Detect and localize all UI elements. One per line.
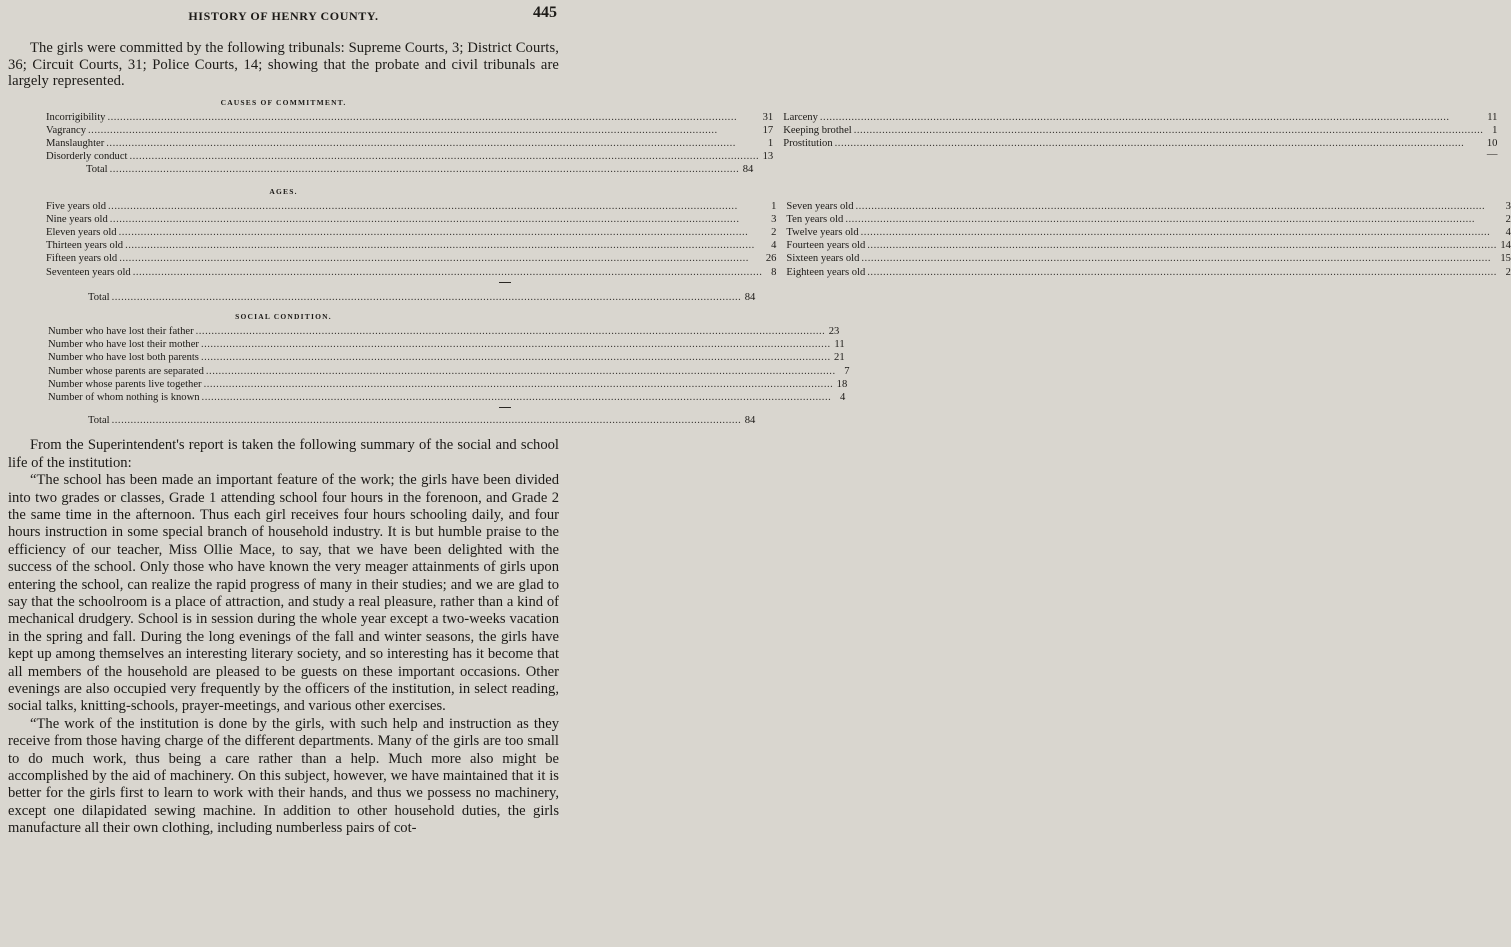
body-paragraph: “The school has been made an important feature of the work; the girls have been divided into two grades or classes, Grade 1 attending school four hours in the forenoon, and Grade 2 the same time in the afternoon. Thus each girl receives four hours schooling daily, and four hours instruction in some special branch of household industry. It is but humble praise to the efficiency of our teacher, Miss Ollie Mace, to say, that we have been delighted with the success of the school. Only those who have known the very meager attainments of girls upon entering the school, can realize the rapid progress of many in their studies; and we are glad to say that the schoolroom is a place of attraction, and study a real pleasure, rather than a kind of mechanical drudgery. School is in session during the whole year except a two-weeks vacation in the spring and fall. During the long evenings of the fall and winter seasons, the girls have kept up among themselves an interesting literary society, and so interesting has it become that all members of the household are pleased to be guests on these important occasions. Other evenings are also occupied very frequently by the officers of the institution, in select reading, social talks, knitting-schools, prayer-meetings, and various other exercises. — [8, 472, 559, 715]
causes-row — [783, 111, 1497, 124]
row-label: Disorderly conduct — [46, 151, 128, 163]
sum-rule: — — [1486, 149, 1498, 161]
row-label: Fifteen years old — [46, 253, 118, 265]
row-value: 4 — [839, 391, 846, 403]
row-value: 8 — [771, 266, 777, 278]
row-label: Number whose parents are separated — [48, 365, 204, 377]
row-value: 10 — [1486, 137, 1498, 149]
row-value: 1 — [1492, 124, 1498, 136]
ages-left-column — [46, 200, 776, 279]
intro-paragraph: The girls were committed by the following tribunals: Supreme Courts, 3; District Courts, 36; Circuit Courts, 31; Police Courts, 14; showing that the probate and civil tribunals are largely represented. — [8, 40, 559, 89]
causes-row — [783, 124, 1497, 137]
row-label: Number of whom nothing is known — [48, 391, 200, 403]
row-value: 21 — [834, 352, 845, 364]
body-paragraph: From the Superintendent's report is taken the following summary of the social and school life of the institution: — [8, 437, 559, 471]
ages-row — [46, 252, 776, 265]
ages-sum-rule — [8, 279, 559, 291]
total-label: Total — [88, 415, 110, 427]
causes-title: CAUSES OF COMMITMENT. — [220, 97, 347, 107]
row-value: 18 — [836, 378, 848, 390]
social-row — [48, 391, 846, 404]
causes-row — [46, 124, 773, 137]
row-value: 7 — [844, 365, 850, 377]
row-value: 1 — [767, 137, 774, 149]
row-label: Ten years old — [786, 213, 844, 225]
row-label: Number who have lost both parents — [48, 352, 199, 364]
row-value: 3 — [771, 213, 777, 225]
ages-row — [46, 226, 776, 239]
causes-row — [46, 111, 773, 124]
causes-row — [783, 137, 1497, 150]
social-row — [48, 351, 845, 364]
causes-row — [46, 150, 773, 163]
row-label: Twelve years old — [786, 226, 859, 238]
row-label: Sixteen years old — [786, 253, 860, 265]
row-label: Seventeen years old — [46, 266, 131, 278]
row-label: Seven years old — [786, 200, 854, 212]
ages-row — [786, 226, 1511, 239]
row-value: 17 — [762, 124, 774, 136]
total-value: 84 — [744, 291, 756, 303]
causes-right-column — [783, 111, 1497, 164]
social-table — [8, 325, 850, 404]
row-label: Five years old — [46, 200, 107, 212]
row-label: Larceny — [783, 111, 818, 123]
row-value: 23 — [828, 325, 840, 337]
row-label: Eleven years old — [46, 226, 117, 238]
causes-table — [8, 111, 1498, 164]
ages-row — [786, 266, 1511, 279]
row-label: Eighteen years old — [786, 266, 866, 278]
row-value: 3 — [1505, 200, 1511, 212]
row-value: 13 — [762, 151, 774, 163]
ages-total — [8, 291, 756, 304]
row-value: 31 — [762, 111, 774, 123]
running-title: HISTORY OF HENRY COUNTY. — [188, 9, 379, 23]
row-label: Number who have lost their father — [48, 325, 194, 337]
social-row — [48, 325, 840, 338]
causes-total — [8, 163, 754, 176]
row-value: 11 — [1487, 111, 1498, 123]
row-value: 2 — [1505, 266, 1511, 278]
ages-row — [786, 200, 1511, 213]
row-value: 2 — [1505, 213, 1511, 225]
social-row — [48, 378, 848, 391]
row-label: Incorrigibility — [46, 111, 106, 123]
row-label: Manslaughter — [46, 137, 105, 149]
ages-row — [786, 213, 1511, 226]
row-value: 26 — [765, 253, 777, 265]
ages-row — [786, 239, 1511, 252]
social-total — [8, 414, 756, 427]
page-header — [8, 0, 559, 26]
row-label: Nine years old — [46, 213, 108, 225]
row-label: Prostitution — [783, 137, 833, 149]
row-label: Fourteen years old — [786, 240, 866, 252]
page-number: 445 — [533, 4, 557, 21]
body-paragraph: “The work of the institution is done by the girls, with such help and instruction as they receive from those having charge of the different departments. Many of the girls are too small to do much work, thus being a care rather than a help. Much more also might be accomplished by the aid of machinery. On this subject, however, we have maintained that it is better for the girls first to learn to work with their hands, and thus we possess no machinery, except one dilapidated sewing machine. In addition to other household duties, the girls manufacture all their own clothing, including numberless pairs of cot- — [8, 715, 559, 837]
row-value: 15 — [1500, 253, 1511, 265]
row-value: 11 — [834, 339, 845, 351]
row-value: 4 — [771, 240, 777, 252]
total-label: Total — [86, 164, 108, 176]
ages-right-column — [786, 200, 1511, 279]
social-row — [48, 365, 850, 378]
social-sum-rule — [8, 404, 559, 414]
causes-row — [46, 137, 773, 150]
total-value: 84 — [744, 415, 756, 427]
ages-title: AGES. — [269, 186, 298, 196]
total-value: 84 — [742, 164, 754, 176]
ages-row — [46, 239, 776, 252]
row-label: Keeping brothel — [783, 124, 852, 136]
row-value: 4 — [1505, 226, 1511, 238]
total-label: Total — [88, 291, 110, 303]
row-label: Vagrancy — [46, 124, 87, 136]
ages-row — [786, 252, 1511, 265]
social-title: SOCIAL CONDITION. — [235, 311, 332, 321]
row-value: 14 — [1500, 240, 1511, 252]
row-value: 1 — [771, 200, 777, 212]
row-value: 2 — [771, 226, 777, 238]
row-label: Thirteen years old — [46, 240, 124, 252]
body-text — [8, 437, 559, 837]
row-label: Number whose parents live together — [48, 378, 202, 390]
row-label: Number who have lost their mother — [48, 339, 199, 351]
social-row — [48, 338, 845, 351]
ages-row — [46, 213, 776, 226]
ages-row — [46, 200, 776, 213]
causes-left-column — [46, 111, 773, 164]
ages-table — [8, 200, 1511, 279]
ages-row — [46, 266, 776, 279]
